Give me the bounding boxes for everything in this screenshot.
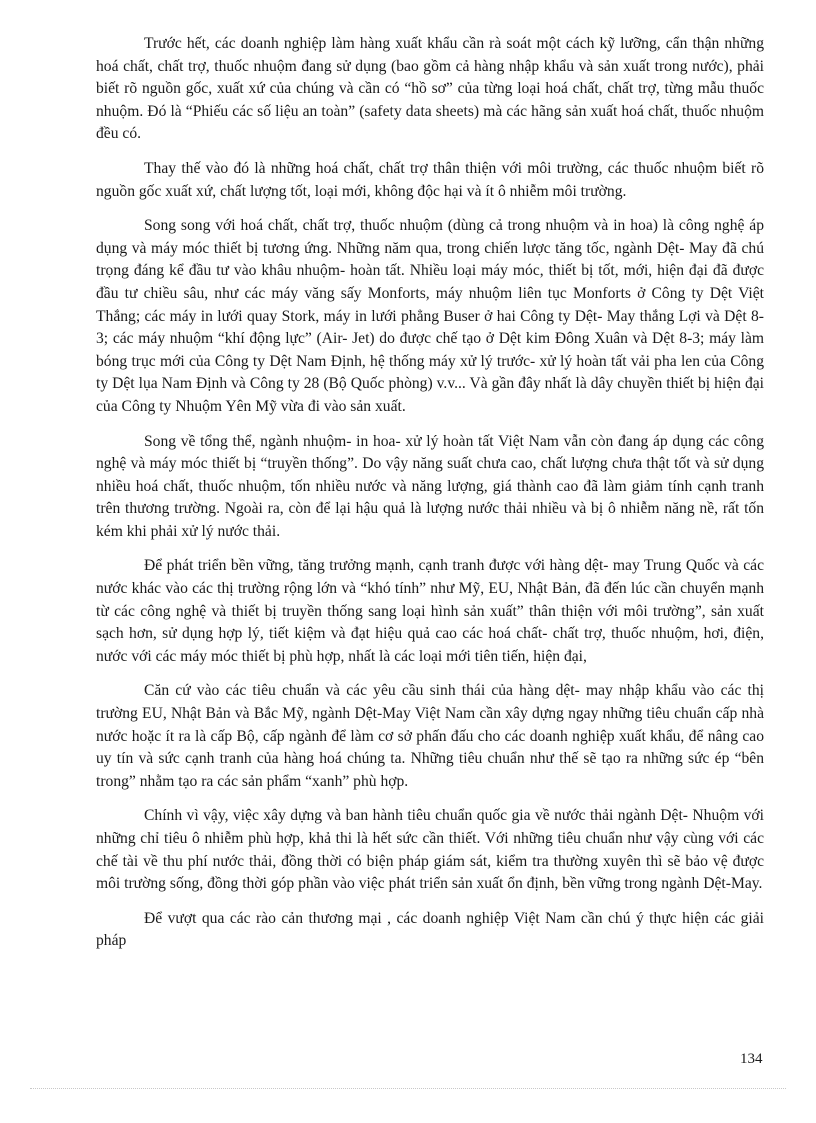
paragraph: Thay thế vào đó là những hoá chất, chất trợ thân thiện với môi trường, các thuốc nhuộm biết rõ nguồn gốc xuất xứ, chất lượng tốt, loại mới, không độc hại và ít ô nhiễm môi trường. (96, 159, 764, 200)
page-body (96, 33, 764, 965)
paragraph: Để vượt qua các rào cản thương mại , các doanh nghiệp Việt Nam cần chú ý thực hiện các giải pháp (96, 909, 764, 950)
paragraph: Chính vì vậy, việc xây dựng và ban hành tiêu chuẩn quốc gia về nước thải ngành Dệt- Nhuộm với những chỉ tiêu ô nhiễm phù hợp, khả thi là hết sức cần thiết. Với những tiêu chuẩn như vậy cùng với các chế tài về thu phí nước thải, đồng thời có biện pháp giám sát, kiểm tra thường xuyên thì sẽ bảo vệ được môi trường sống, đồng thời góp phần vào việc phát triển sản xuất ổn định, bền vững trong ngành Dệt-May. (96, 807, 764, 893)
paragraph: Trước hết, các doanh nghiệp làm hàng xuất khẩu cần rà soát một cách kỹ lưỡng, cẩn thận những hoá chất, chất trợ, thuốc nhuộm đang sử dụng (bao gồm cả hàng nhập khẩu và sản xuất trong nước), phải biết rõ nguồn gốc, xuất xứ của chúng và cần có “hồ sơ” của từng loại hoá chất, chất trợ, từng mẫu thuốc nhuộm. Đó là “Phiếu các số liệu an toàn” (safety data sheets) mà các hãng sản xuất hoá chất, thuốc nhuộm đều có. (96, 35, 764, 143)
page-number: 134 (740, 1051, 763, 1067)
page-bottom-divider (30, 1088, 786, 1089)
paragraph: Để phát triển bền vững, tăng trưởng mạnh, cạnh tranh được với hàng dệt- may Trung Quốc và các nước khác vào các thị trường rộng lớn và “khó tính” như Mỹ, EU, Nhật Bản, đã đến lúc cần chuyển mạnh từ các công nghệ và thiết bị truyền thống sang loại hình sản xuất” thân thiện với môi trường”, sản xuất sạch hơn, sử dụng hợp lý, tiết kiệm và đạt hiệu quả cao các hoá chất- chất trợ, thuốc nhuộm, hơi, điện, nước với các máy móc thiết bị phù hợp, nhất là các loại mới tiên tiến, hiện đại, (96, 557, 764, 665)
paragraph: Song song với hoá chất, chất trợ, thuốc nhuộm (dùng cả trong nhuộm và in hoa) là công nghệ áp dụng và máy móc thiết bị tương ứng. Những năm qua, trong chiến lược tăng tốc, ngành Dệt- May đã chú trọng đáng kể đầu tư vào khâu nhuộm- hoàn tất. Nhiều loại máy móc, thiết bị tốt, mới, hiện đại đã được đầu tư chiều sâu, như các máy văng sấy Monforts, máy nhuộm liên tục Monforts ở Công ty Dệt Việt Thắng; các máy in lưới quay Stork, máy in lưới phẳng Buser ở hai Công ty Dệt- May thắng Lợi và Dệt 8- 3; các máy nhuộm “khí động lực” (Air- Jet) do được chế tạo ở Dệt kim Đông Xuân và Dệt 8-3; máy làm bóng trục mới của Công ty Dệt Nam Định, hệ thống máy xử lý trước- xử lý hoàn tất vải pha len của Công ty Dệt lụa Nam Định và Công ty 28 (Bộ Quốc phòng) v.v... Và gần đây nhất là dây chuyền thiết bị hiện đại của Công ty Nhuộm Yên Mỹ vừa đi vào sản xuất. (96, 217, 764, 415)
paragraph: Song về tổng thể, ngành nhuộm- in hoa- xử lý hoàn tất Việt Nam vẫn còn đang áp dụng các công nghệ và máy móc thiết bị “truyền thống”. Do vậy năng suất chưa cao, chất lượng chưa thật tốt và sử dụng nhiều hoá chất, thuốc nhuộm, tốn nhiều nước và năng lượng, giá thành cao đã làm giảm tính cạnh tranh trên thương trường. Ngoài ra, còn để lại hậu quả là lượng nước thải nhiều và bị ô nhiễm năng nề, rất tốn kém khi phải xử lý nước thải. (96, 432, 764, 540)
paragraph: Căn cứ vào các tiêu chuẩn và các yêu cầu sinh thái của hàng dệt- may nhập khẩu vào các thị trường EU, Nhật Bản và Bắc Mỹ, ngành Dệt-May Việt Nam cần xây dựng ngay những tiêu chuẩn cấp nhà nước hoặc ít ra là cấp Bộ, cấp ngành để làm cơ sở phấn đấu cho các doanh nghiệp xuất khẩu, để nâng cao uy tín và sức cạnh tranh của hàng hoá chúng ta. Những tiêu chuẩn như thế sẽ tạo ra những sức ép “bên trong” nhằm tạo ra các sản phẩm “xanh” phù hợp. (96, 682, 764, 790)
